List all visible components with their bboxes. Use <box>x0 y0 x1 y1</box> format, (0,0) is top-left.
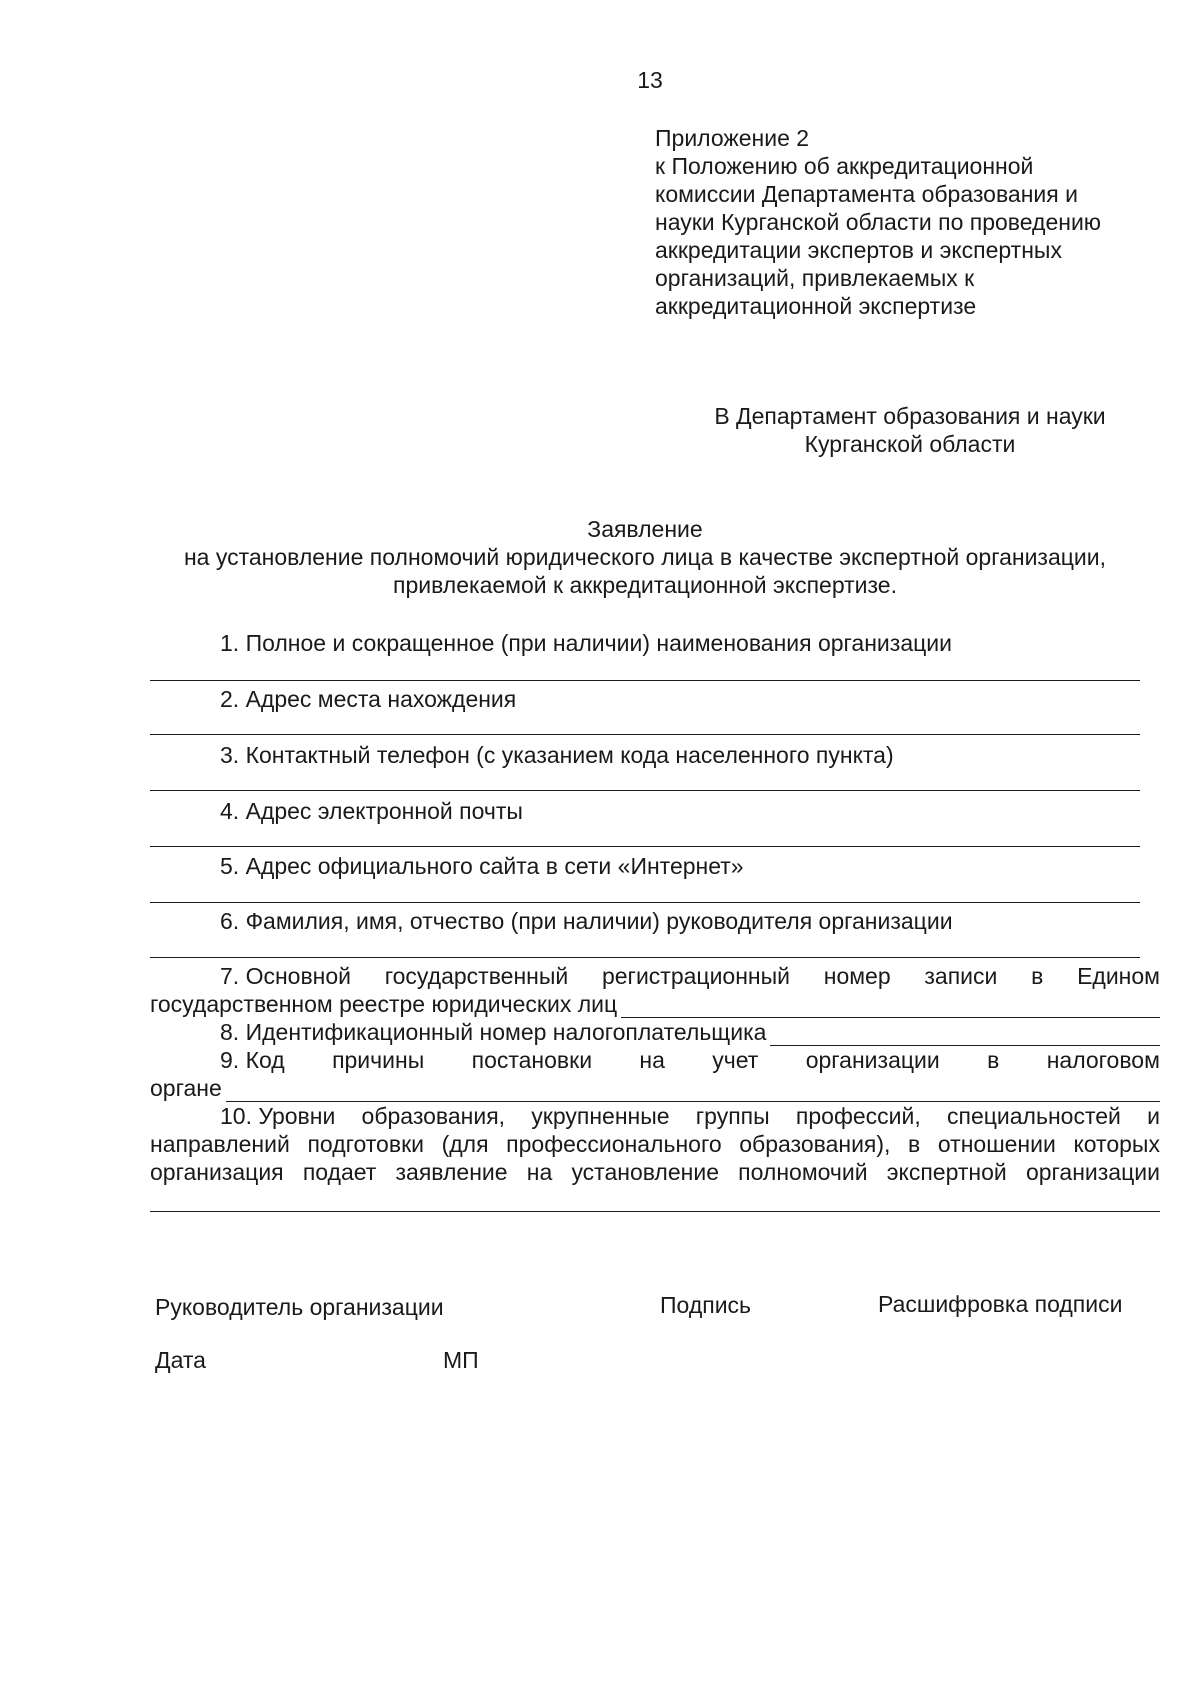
page-number: 13 <box>637 67 663 93</box>
word: причины <box>332 1047 425 1073</box>
signature-label: Подпись <box>660 1292 752 1318</box>
word: организация <box>150 1159 284 1185</box>
item-phone: 3. Контактный телефон (с указанием кода населенного пункта) <box>220 742 894 768</box>
word: укрупненные <box>531 1103 670 1129</box>
appendix-line: комиссии Департамента образования и <box>655 181 1078 207</box>
blank-line-ogrn[interactable] <box>621 997 1160 1018</box>
word: в <box>1031 963 1044 989</box>
word: организации <box>1025 1159 1160 1185</box>
item-ogrn-label: государственном реестре юридических лиц <box>150 991 618 1017</box>
blank-line-inn[interactable] <box>770 1025 1160 1046</box>
word: на <box>639 1047 665 1073</box>
title-subtitle-line: привлекаемой к аккредитационной экспертизе. <box>393 572 897 598</box>
word: постановки <box>471 1047 593 1073</box>
blank-line-director-name[interactable] <box>150 957 1140 958</box>
item-director-name: 6. Фамилия, имя, отчество (при наличии) руководителя организации <box>220 908 953 934</box>
word: государственный <box>384 963 569 989</box>
item-organization-name: 1. Полное и сокращенное (при наличии) наименования организации <box>220 630 952 656</box>
blank-line-education-levels[interactable] <box>150 1211 1160 1212</box>
appendix-line: науки Курганской области по проведению <box>655 209 1102 235</box>
addressee <box>690 402 1130 458</box>
item-education-levels-line2 <box>150 1130 1160 1158</box>
word: 10. Уровни <box>220 1103 336 1129</box>
word: 7. Основной <box>220 963 352 989</box>
appendix-line: к Положению об аккредитационной <box>655 153 1034 179</box>
item-email: 4. Адрес электронной почты <box>220 798 523 824</box>
item-education-levels-line1 <box>220 1102 1160 1130</box>
word: профессий, <box>795 1103 921 1129</box>
word: отношении <box>937 1131 1056 1157</box>
application-title <box>150 515 1140 599</box>
word: образования, <box>361 1103 506 1129</box>
word: в <box>908 1131 921 1157</box>
addressee-line: Курганской области <box>804 431 1016 457</box>
appendix-line: аккредитации экспертов и экспертных <box>655 237 1062 263</box>
item-website: 5. Адрес официального сайта в сети «Интернет» <box>220 853 744 879</box>
blank-line-website[interactable] <box>150 902 1140 903</box>
word: номер <box>823 963 891 989</box>
word: на <box>526 1159 553 1185</box>
word: заявление <box>395 1159 508 1185</box>
word: специальностей <box>946 1103 1121 1129</box>
item-education-levels-line3 <box>150 1158 1160 1186</box>
word: организации <box>805 1047 940 1073</box>
word: профессионального <box>506 1131 722 1157</box>
blank-line-phone[interactable] <box>150 790 1140 791</box>
appendix-line: Приложение 2 <box>655 125 810 151</box>
blank-line-kpp[interactable] <box>226 1081 1160 1102</box>
word: и <box>1147 1103 1160 1129</box>
blank-line-email[interactable] <box>150 846 1140 847</box>
word: регистрационный <box>601 963 791 989</box>
word: образования), <box>739 1131 891 1157</box>
word: которых <box>1073 1131 1160 1157</box>
appendix-reference <box>655 124 1175 320</box>
date-label: Дата <box>155 1347 206 1373</box>
word: направлений <box>150 1131 290 1157</box>
word: налоговом <box>1046 1047 1160 1073</box>
word: установление <box>571 1159 719 1185</box>
title-subtitle-line: на установление полномочий юридического лица в качестве экспертной организации, <box>183 544 1107 570</box>
item-inn-label: 8. Идентификационный номер налогоплательщика <box>220 1019 767 1045</box>
signature-decode-label: Расшифровка подписи <box>878 1291 1123 1317</box>
word: 9. Код <box>220 1047 285 1073</box>
word: подготовки <box>307 1131 424 1157</box>
blank-line-organization-name[interactable] <box>150 680 1140 681</box>
blank-line-address[interactable] <box>150 734 1140 735</box>
word: полномочий <box>738 1159 868 1185</box>
word: Едином <box>1077 963 1160 989</box>
item-address: 2. Адрес места нахождения <box>220 686 517 712</box>
item-kpp-line1 <box>220 1046 1160 1074</box>
title-heading: Заявление <box>587 516 703 542</box>
appendix-line: аккредитационной экспертизе <box>655 293 977 319</box>
word: подает <box>302 1159 377 1185</box>
word: в <box>987 1047 1000 1073</box>
item-kpp-line2 <box>150 1074 1160 1102</box>
word: экспертной <box>886 1159 1007 1185</box>
head-of-organization-label: Руководитель организации <box>155 1294 444 1320</box>
item-ogrn-line2 <box>150 990 1160 1018</box>
addressee-line: В Департамент образования и науки <box>714 403 1106 429</box>
stamp-label: МП <box>443 1347 479 1373</box>
word: учет <box>712 1047 759 1073</box>
item-ogrn-line1 <box>220 962 1160 990</box>
appendix-line: организаций, привлекаемых к <box>655 265 975 291</box>
item-kpp-label: органе <box>150 1075 222 1101</box>
item-inn <box>220 1018 1160 1046</box>
word: (для <box>441 1131 489 1157</box>
word: записи <box>924 963 998 989</box>
word: группы <box>695 1103 770 1129</box>
